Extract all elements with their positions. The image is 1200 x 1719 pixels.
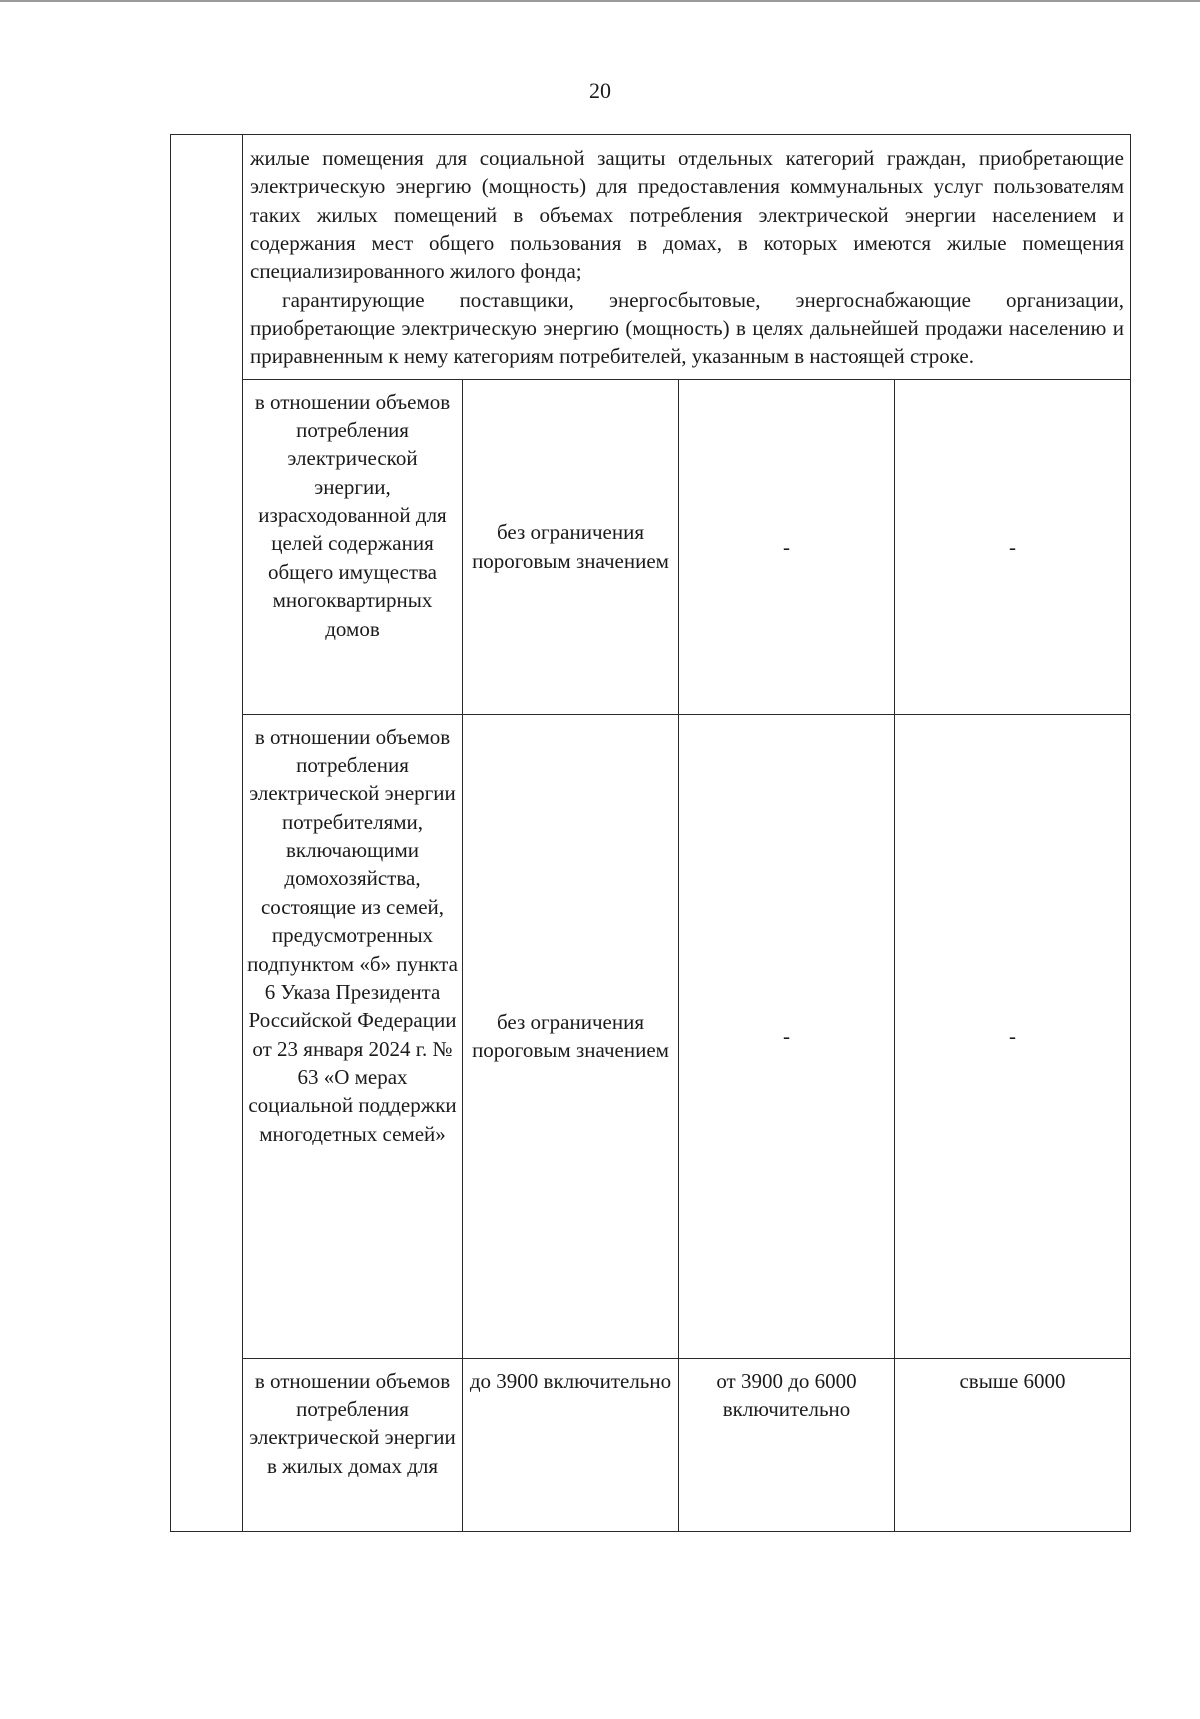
page-number: 20 — [589, 78, 611, 103]
row-threshold-2-cell — [679, 1358, 895, 1531]
row-threshold-2: - — [783, 1024, 790, 1049]
row-threshold-3: - — [1009, 1024, 1016, 1049]
row-threshold-3: свыше 6000 — [959, 1368, 1066, 1393]
row-threshold-3-cell — [895, 379, 1131, 714]
table-row — [171, 379, 1131, 714]
row-threshold-1: без ограничения пороговым значением — [472, 520, 669, 573]
row-description: в отношении объемов потребления электрической энергии, израсходованной для целей содержания общего имущества многоквартирных домов — [254, 389, 451, 641]
intro-text-block — [243, 135, 1130, 379]
row-threshold-3-cell — [895, 714, 1131, 1358]
intro-text-cell — [243, 135, 1131, 380]
row-threshold-3: - — [1009, 534, 1016, 559]
page-top-border — [0, 0, 1200, 2]
table-row — [171, 714, 1131, 1358]
row-threshold-2-cell — [679, 714, 895, 1358]
row-threshold-1-cell — [463, 379, 679, 714]
row-description-cell — [243, 714, 463, 1358]
row-threshold-3-cell — [895, 1358, 1131, 1531]
row-description-cell — [243, 379, 463, 714]
row-threshold-1-cell — [463, 714, 679, 1358]
intro-paragraph: жилые помещения для социальной защиты отдельных категорий граждан, приобретающие электрическую энергию (мощность) для предоставления коммунальных услуг пользователям таких жилых помещений в объемах потребления электрической энергии населением и содержания мест общего пользования в домах, в которых имеются жилые помещения специализированного жилого фонда; — [250, 146, 1125, 284]
row-description: в отношении объемов потребления электрической энергии в жилых домах для — [249, 1368, 456, 1478]
row-threshold-2: от 3900 до 6000 включительно — [716, 1368, 857, 1422]
tariff-table — [170, 134, 1131, 1532]
table-row-intro — [171, 135, 1131, 380]
table-row — [171, 1358, 1131, 1531]
row-threshold-1: без ограничения пороговым значением — [472, 1009, 669, 1063]
row-threshold-1: до 3900 включительно — [469, 1368, 672, 1393]
row-description-cell — [243, 1358, 463, 1531]
table-gutter-cell — [171, 135, 243, 1532]
row-description: в отношении объемов потребления электрической энергии потребителями, включающими домохозяйства, состоящие из семей, предусмотренных подпунктом «б» пункта 6 Указа Президента Российской Федерации от 23 января 2024 г. № 63 «О мерах социальной поддержки многодетных семей» — [247, 724, 458, 1146]
intro-paragraph: гарантирующие поставщики, энергосбытовые, энергоснабжающие организации, приобретающие электрическую энергию (мощность) в целях дальнейшей продажи населению и приравненным к нему категориям потребителей, указанным в настоящей строке. — [250, 287, 1125, 369]
row-threshold-2: - — [783, 534, 790, 559]
row-threshold-1-cell — [463, 1358, 679, 1531]
row-threshold-2-cell — [679, 379, 895, 714]
